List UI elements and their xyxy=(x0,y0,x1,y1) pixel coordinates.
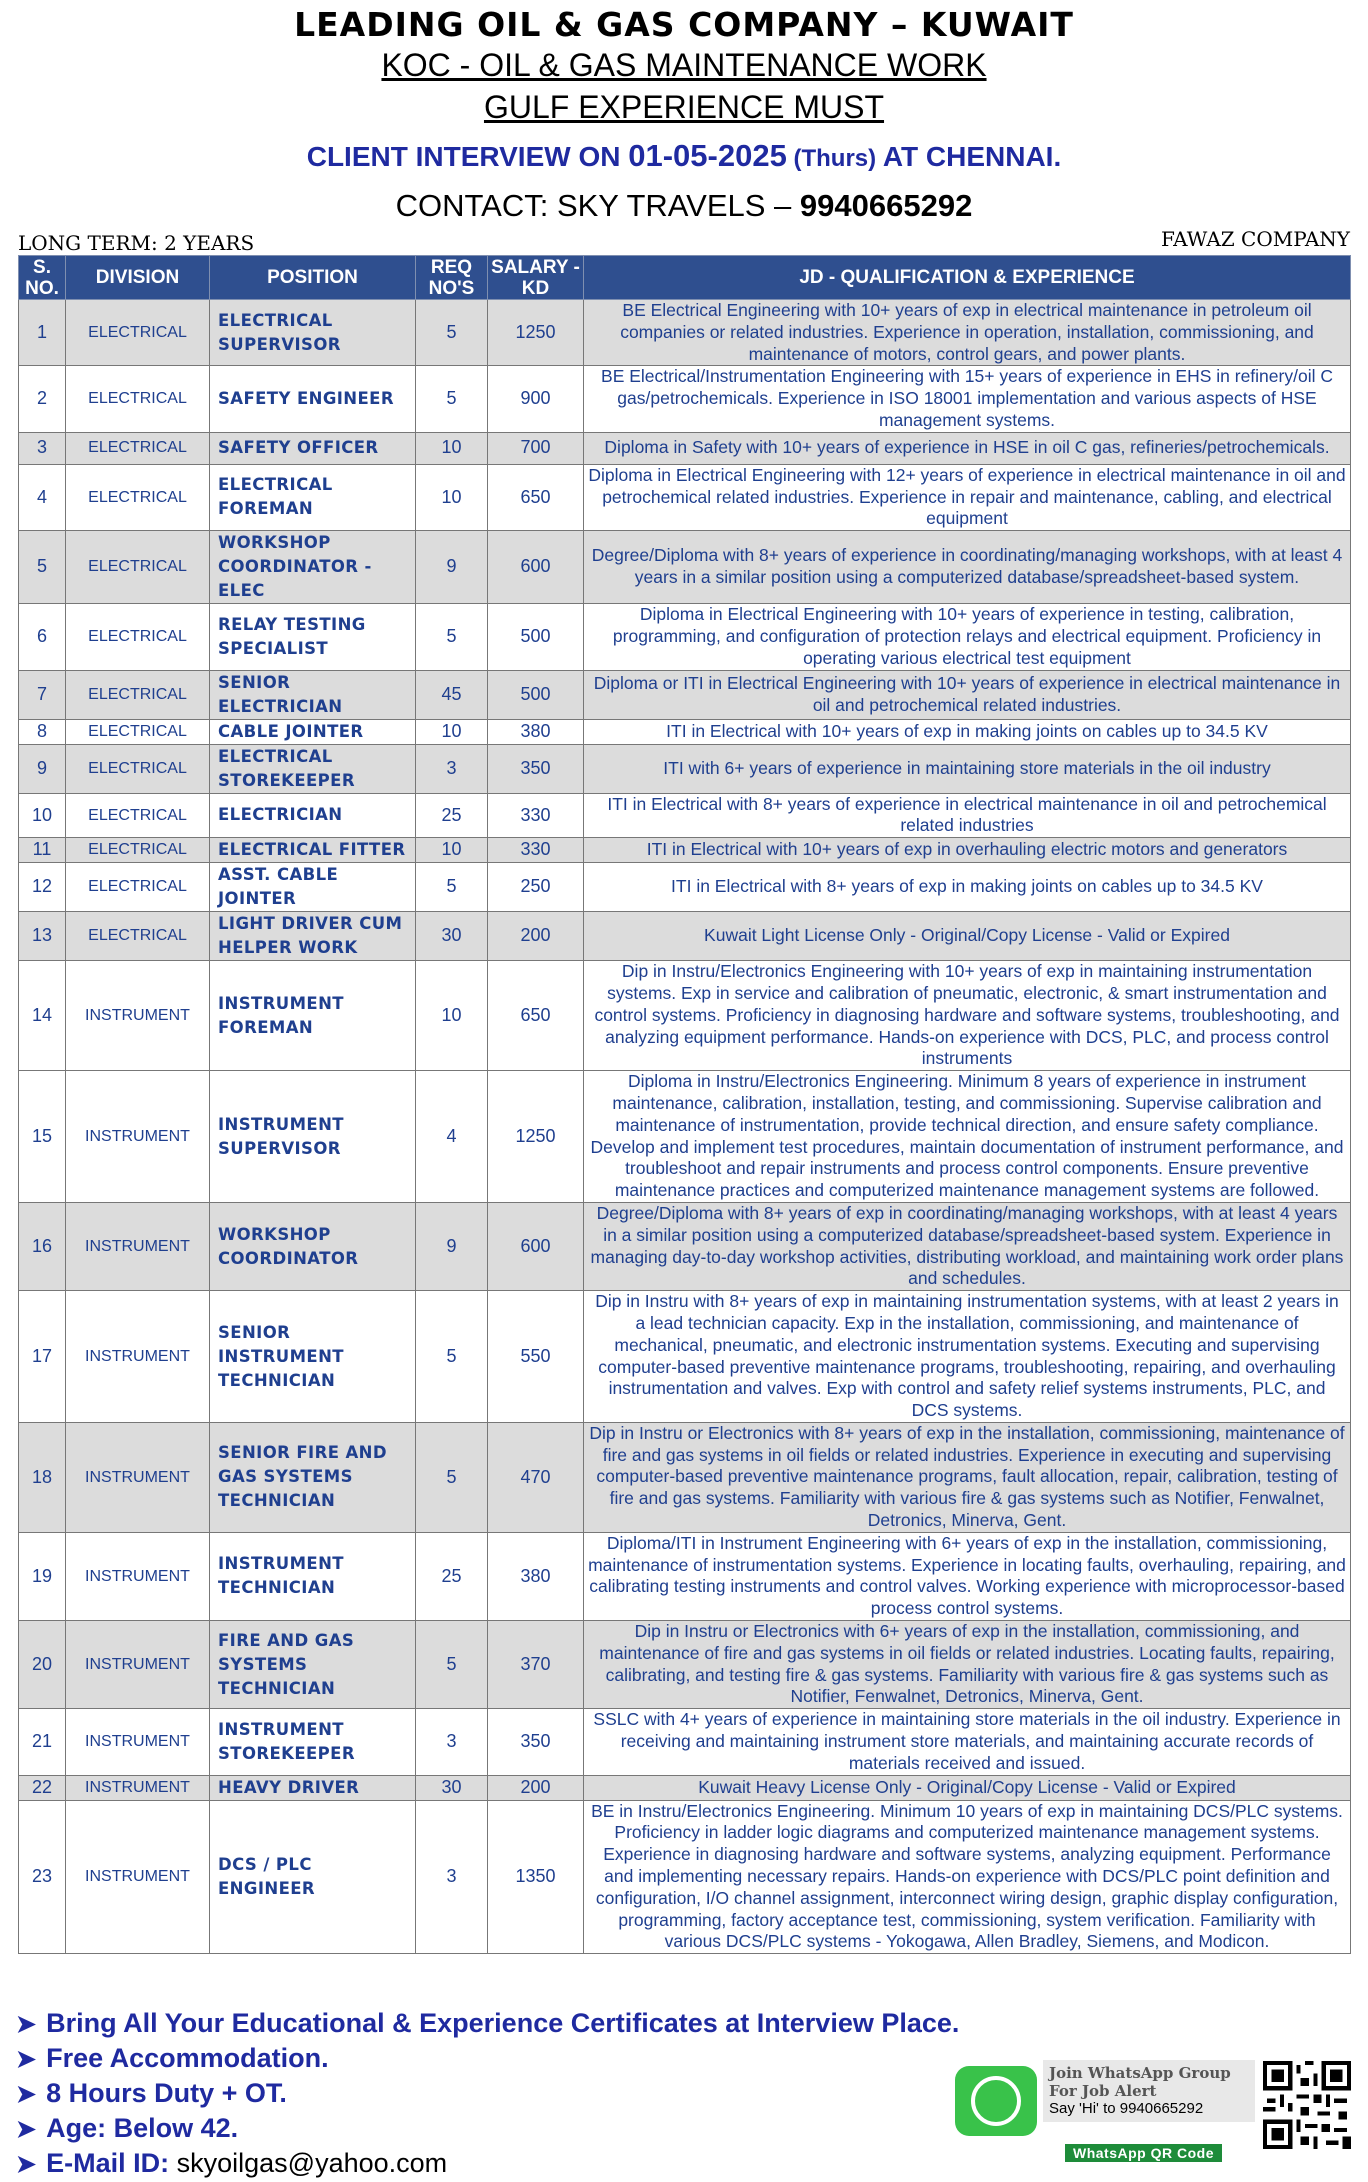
cell-sno: 9 xyxy=(19,744,66,793)
table-row xyxy=(19,961,1351,1071)
whatsapp-icon xyxy=(955,2066,1037,2136)
table-row xyxy=(19,719,1351,744)
cell-division: INSTRUMENT xyxy=(66,1775,210,1800)
cell-position: ASST. CABLE JOINTER xyxy=(210,863,416,912)
cell-jd: Dip in Instru with 8+ years of exp in maintaining instrumentation systems, with at least 2 years in a lead technician capacity. Exp in the installation, commissioning, and maintenance of mechanical, pneumatic, and electronic instrumentation systems. Executing and supervising computer-based preventive maintenance programs, troubleshooting, repairing, and overhauling instrumentation and valves. Exp with control and safety relief systems instruments, PLC, and DCS systems. xyxy=(584,1291,1351,1423)
table-row xyxy=(19,300,1351,366)
table-row xyxy=(19,1532,1351,1620)
cell-salary: 1350 xyxy=(488,1800,584,1954)
arrow-icon: ➤ xyxy=(16,2046,37,2073)
cell-salary: 200 xyxy=(488,912,584,961)
cell-position: DCS / PLC ENGINEER xyxy=(210,1800,416,1954)
cell-jd: Kuwait Light License Only - Original/Copy License - Valid or Expired xyxy=(584,912,1351,961)
cell-req: 10 xyxy=(416,719,488,744)
cell-salary: 600 xyxy=(488,531,584,604)
cell-position: SAFETY OFFICER xyxy=(210,432,416,464)
cell-position: INSTRUMENT STOREKEEPER xyxy=(210,1709,416,1775)
cell-division: ELECTRICAL xyxy=(66,744,210,793)
cell-sno: 15 xyxy=(19,1071,66,1203)
email-link[interactable]: skyoilgas@yahoo.com xyxy=(176,2148,448,2178)
cell-sno: 13 xyxy=(19,912,66,961)
cell-req: 10 xyxy=(416,464,488,530)
cell-position: SENIOR INSTRUMENT TECHNICIAN xyxy=(210,1291,416,1423)
cell-req: 10 xyxy=(416,838,488,863)
header-salary: SALARY - KD xyxy=(488,256,584,300)
cell-sno: 16 xyxy=(19,1202,66,1290)
cell-req: 9 xyxy=(416,1202,488,1290)
header-sno: S. NO. xyxy=(19,256,66,300)
cell-sno: 4 xyxy=(19,464,66,530)
cell-req: 3 xyxy=(416,1709,488,1775)
cell-jd: Diploma in Electrical Engineering with 12+ years of experience in electrical maintenance in oil and petrochemical related industries. Experience in repair and maintenance, cabling, and electrical equipment xyxy=(584,464,1351,530)
cell-req: 30 xyxy=(416,1775,488,1800)
cell-division: ELECTRICAL xyxy=(66,719,210,744)
cell-req: 5 xyxy=(416,1291,488,1423)
arrow-icon: ➤ xyxy=(16,2116,37,2143)
cell-jd: Degree/Diploma with 8+ years of exp in coordinating/managing workshops, with at least 4 years in a similar position using a computerized database/spreadsheet-based system. Experience in managing day-to-day workshop activities, distributing workload, and maintaining work order plans and schedules. xyxy=(584,1202,1351,1290)
arrow-icon: ➤ xyxy=(16,2081,37,2108)
header xyxy=(0,6,1368,229)
cell-sno: 11 xyxy=(19,838,66,863)
cell-position: WORKSHOP COORDINATOR xyxy=(210,1202,416,1290)
whatsapp-line3: Say 'Hi' to 9940665292 xyxy=(1049,2100,1204,2117)
cell-sno: 3 xyxy=(19,432,66,464)
cell-req: 25 xyxy=(416,793,488,838)
cell-division: INSTRUMENT xyxy=(66,1202,210,1290)
whatsapp-qr-label: WhatsApp QR Code xyxy=(1065,2144,1222,2162)
interview-day: (Thurs) xyxy=(786,145,877,172)
cell-sno: 14 xyxy=(19,961,66,1071)
table-header-row xyxy=(19,256,1351,300)
cell-position: ELECTRICIAN xyxy=(210,793,416,838)
cell-jd: SSLC with 4+ years of experience in maintaining store materials in the oil industry. Experience in receiving and maintaining instrument store materials, and maintaining accurate records of materials received and issued. xyxy=(584,1709,1351,1775)
footer-email: ➤ E-Mail ID: skyoilgas@yahoo.com xyxy=(16,2148,448,2178)
cell-req: 5 xyxy=(416,863,488,912)
cell-salary: 900 xyxy=(488,366,584,432)
cell-position: LIGHT DRIVER CUM HELPER WORK xyxy=(210,912,416,961)
cell-division: ELECTRICAL xyxy=(66,300,210,366)
cell-division: ELECTRICAL xyxy=(66,863,210,912)
cell-jd: BE Electrical Engineering with 10+ years of exp in electrical maintenance in petroleum oil companies or related industries. Experience in operation, installation, commissioning, and maintenance of motors, control gears, and power plants. xyxy=(584,300,1351,366)
cell-sno: 21 xyxy=(19,1709,66,1775)
cell-jd: Dip in Instru or Electronics with 6+ years of exp in the installation, commissioning, and maintenance of fire and gas systems in oil fields or related industries. Locating faults, repairing, calibrating, and testing fire & gas systems. Familiarity with various fire & gas systems such as Notifier, Fenwalnet, Detronics, Minerva, Gent. xyxy=(584,1621,1351,1709)
whatsapp-text xyxy=(1043,2060,1255,2122)
cell-division: INSTRUMENT xyxy=(66,1291,210,1423)
cell-jd: ITI in Electrical with 10+ years of exp in overhauling electric motors and generators xyxy=(584,838,1351,863)
footer-notes xyxy=(16,2006,959,2181)
cell-jd: Degree/Diploma with 8+ years of experience in coordinating/managing workshops, with at least 4 years in a similar position using a computerized database/spreadsheet-based system. xyxy=(584,531,1351,604)
cell-salary: 330 xyxy=(488,793,584,838)
table-row xyxy=(19,863,1351,912)
cell-division: INSTRUMENT xyxy=(66,1532,210,1620)
cell-salary: 250 xyxy=(488,863,584,912)
cell-position: INSTRUMENT FOREMAN xyxy=(210,961,416,1071)
cell-salary: 500 xyxy=(488,604,584,670)
cell-req: 9 xyxy=(416,531,488,604)
cell-position: SAFETY ENGINEER xyxy=(210,366,416,432)
table-row xyxy=(19,432,1351,464)
cell-division: INSTRUMENT xyxy=(66,1422,210,1532)
cell-salary: 650 xyxy=(488,961,584,1071)
cell-jd: Diploma in Instru/Electronics Engineering. Minimum 8 years of experience in instrument maintenance, calibration, installation, testing, and commissioning. Supervise calibration and maintenance of instrumentation, provide technical direction, and ensure safety compliance. Develop and implement test procedures, maintain documentation of instrument performance, and troubleshoot and repair instruments and process control components. Ensure preventive maintenance practices and computerized maintenance management systems are followed. xyxy=(584,1071,1351,1203)
experience-requirement: GULF EXPERIENCE MUST xyxy=(483,89,885,125)
cell-salary: 200 xyxy=(488,1775,584,1800)
table-row xyxy=(19,1422,1351,1532)
footer-item: ➤ Age: Below 42. xyxy=(16,2113,239,2143)
qr-code-icon[interactable] xyxy=(1263,2061,1351,2149)
page-title: LEADING OIL & GAS COMPANY – KUWAIT xyxy=(294,5,1074,44)
footer-item: ➤ 8 Hours Duty + OT. xyxy=(16,2078,287,2108)
cell-sno: 6 xyxy=(19,604,66,670)
cell-position: ELECTRICAL FITTER xyxy=(210,838,416,863)
cell-sno: 8 xyxy=(19,719,66,744)
cell-sno: 20 xyxy=(19,1621,66,1709)
cell-position: ELECTRICAL STOREKEEPER xyxy=(210,744,416,793)
cell-req: 10 xyxy=(416,961,488,1071)
cell-sno: 5 xyxy=(19,531,66,604)
cell-division: ELECTRICAL xyxy=(66,912,210,961)
cell-division: ELECTRICAL xyxy=(66,531,210,604)
arrow-icon: ➤ xyxy=(16,2011,37,2038)
cell-sno: 2 xyxy=(19,366,66,432)
cell-salary: 550 xyxy=(488,1291,584,1423)
table-row xyxy=(19,1621,1351,1709)
table-row xyxy=(19,1800,1351,1954)
cell-position: ELECTRICAL FOREMAN xyxy=(210,464,416,530)
cell-jd: Dip in Instru or Electronics with 8+ years of exp in the installation, commissioning, maintenance of fire and gas systems in oil fields or related industries. Experience in executing and supervising computer-based preventive maintenance programs, fault allocation, repair, calibration, testing of fire and gas systems. Familiarity with various fire & gas systems such as Notifier, Fenwalnet, Detronics, Minerva, Gent. xyxy=(584,1422,1351,1532)
cell-jd: BE Electrical/Instrumentation Engineering with 15+ years of experience in EHS in refinery/oil C gas/petrochemicals. Experience in ISO 18001 implementation and various aspects of HSE management systems. xyxy=(584,366,1351,432)
cell-position: INSTRUMENT TECHNICIAN xyxy=(210,1532,416,1620)
footer-item: ➤ Bring All Your Educational & Experience Certificates at Interview Place. xyxy=(16,2008,960,2038)
table-row xyxy=(19,912,1351,961)
cell-salary: 370 xyxy=(488,1621,584,1709)
table-row xyxy=(19,1291,1351,1423)
cell-position: WORKSHOP COORDINATOR - ELEC xyxy=(210,531,416,604)
cell-salary: 330 xyxy=(488,838,584,863)
cell-req: 25 xyxy=(416,1532,488,1620)
cell-sno: 19 xyxy=(19,1532,66,1620)
cell-salary: 600 xyxy=(488,1202,584,1290)
cell-position: INSTRUMENT SUPERVISOR xyxy=(210,1071,416,1203)
cell-sno: 12 xyxy=(19,863,66,912)
cell-salary: 500 xyxy=(488,670,584,719)
cell-salary: 650 xyxy=(488,464,584,530)
cell-division: ELECTRICAL xyxy=(66,464,210,530)
cell-jd: Diploma in Safety with 10+ years of experience in HSE in oil C gas, refineries/petrochemicals. xyxy=(584,432,1351,464)
cell-division: INSTRUMENT xyxy=(66,1071,210,1203)
cell-req: 45 xyxy=(416,670,488,719)
cell-jd: Diploma in Electrical Engineering with 10+ years of experience in testing, calibration, programming, and configuration of protection relays and electrical equipment. Proficiency in operating various electrical test equipment xyxy=(584,604,1351,670)
whatsapp-banner[interactable] xyxy=(955,2056,1245,2166)
cell-position: CABLE JOINTER xyxy=(210,719,416,744)
cell-jd: Kuwait Heavy License Only - Original/Copy License - Valid or Expired xyxy=(584,1775,1351,1800)
cell-jd: Diploma/ITI in Instrument Engineering with 6+ years of exp in the installation, commissioning, maintenance of instrumentation systems. Experience in locating faults, overhauling, repairing, and calibrating testing instruments and control valves. Working experience with microprocessor-based process control systems. xyxy=(584,1532,1351,1620)
cell-salary: 380 xyxy=(488,719,584,744)
table-row xyxy=(19,838,1351,863)
cell-req: 4 xyxy=(416,1071,488,1203)
cell-position: FIRE AND GAS SYSTEMS TECHNICIAN xyxy=(210,1621,416,1709)
table-row xyxy=(19,1071,1351,1203)
table-row xyxy=(19,1775,1351,1800)
cell-division: ELECTRICAL xyxy=(66,432,210,464)
table-row xyxy=(19,1709,1351,1775)
cell-jd: ITI in Electrical with 8+ years of experience in electrical maintenance in oil and petrochemical related industries xyxy=(584,793,1351,838)
footer-item: ➤ Free Accommodation. xyxy=(16,2043,329,2073)
cell-division: ELECTRICAL xyxy=(66,604,210,670)
subheader-row xyxy=(18,229,1350,255)
contact-phone[interactable]: 9940665292 xyxy=(799,188,973,223)
cell-salary: 700 xyxy=(488,432,584,464)
whatsapp-line2: For Job Alert xyxy=(1049,2082,1157,2100)
cell-jd: ITI in Electrical with 8+ years of exp in making joints on cables up to 34.5 KV xyxy=(584,863,1351,912)
interview-date: 01-05-2025 xyxy=(628,138,787,173)
cell-salary: 470 xyxy=(488,1422,584,1532)
cell-salary: 380 xyxy=(488,1532,584,1620)
cell-salary: 350 xyxy=(488,1709,584,1775)
cell-position: SENIOR FIRE AND GAS SYSTEMS TECHNICIAN xyxy=(210,1422,416,1532)
contact-prefix: CONTACT: SKY TRAVELS – xyxy=(395,188,800,223)
company-label: FAWAZ COMPANY xyxy=(1161,227,1350,251)
page-subtitle: KOC - OIL & GAS MAINTENANCE WORK xyxy=(381,47,987,83)
cell-salary: 350 xyxy=(488,744,584,793)
cell-position: HEAVY DRIVER xyxy=(210,1775,416,1800)
cell-division: INSTRUMENT xyxy=(66,1800,210,1954)
table-row xyxy=(19,366,1351,432)
cell-jd: Dip in Instru/Electronics Engineering with 10+ years of exp in maintaining instrumentation systems. Exp in service and calibration of pneumatic, electronic, & smart instrumentation and control systems. Proficiency in diagnosing hardware and software systems, troubleshooting, and analyzing equipment performance. Hands-on experience with DCS, PLC, and process control instruments xyxy=(584,961,1351,1071)
cell-sno: 23 xyxy=(19,1800,66,1954)
cell-req: 10 xyxy=(416,432,488,464)
cell-req: 5 xyxy=(416,1422,488,1532)
arrow-icon: ➤ xyxy=(16,2151,37,2178)
table-row xyxy=(19,464,1351,530)
header-position: POSITION xyxy=(210,256,416,300)
cell-division: ELECTRICAL xyxy=(66,838,210,863)
cell-jd: BE in Instru/Electronics Engineering. Minimum 10 years of exp in maintaining DCS/PLC systems. Proficiency in ladder logic diagrams and computerized maintenance management systems. Experience in diagnosing hardware and software systems, analyzing equipment. Performance and implementing necessary repairs. Hands-on experience with DCS/PLC point definition and configuration, I/O channel assignment, interconnect wiring design, graphic display configuration, programming, factory acceptance test, commissioning, system verification. Familiarity with various DCS/PLC systems - Yokogawa, Allen Bradley, Siemens, and Modicon. xyxy=(584,1800,1351,1954)
cell-salary: 1250 xyxy=(488,1071,584,1203)
cell-sno: 10 xyxy=(19,793,66,838)
cell-position: ELECTRICAL SUPERVISOR xyxy=(210,300,416,366)
cell-salary: 1250 xyxy=(488,300,584,366)
cell-sno: 7 xyxy=(19,670,66,719)
header-division: DIVISION xyxy=(66,256,210,300)
interview-prefix: CLIENT INTERVIEW ON xyxy=(306,141,629,172)
cell-req: 3 xyxy=(416,1800,488,1954)
cell-division: ELECTRICAL xyxy=(66,366,210,432)
interview-line xyxy=(0,132,1368,183)
header-jd: JD - QUALIFICATION & EXPERIENCE xyxy=(584,256,1351,300)
cell-jd: Diploma or ITI in Electrical Engineering with 10+ years of experience in electrical maintenance in oil and petrochemical related industries. xyxy=(584,670,1351,719)
table-row xyxy=(19,744,1351,793)
cell-sno: 17 xyxy=(19,1291,66,1423)
cell-req: 5 xyxy=(416,300,488,366)
contact-line xyxy=(0,183,1368,229)
cell-division: ELECTRICAL xyxy=(66,670,210,719)
cell-position: SENIOR ELECTRICIAN xyxy=(210,670,416,719)
cell-division: INSTRUMENT xyxy=(66,961,210,1071)
cell-req: 3 xyxy=(416,744,488,793)
jobs-table xyxy=(18,255,1351,1954)
cell-req: 5 xyxy=(416,1621,488,1709)
cell-sno: 22 xyxy=(19,1775,66,1800)
interview-suffix: AT CHENNAI. xyxy=(876,141,1062,172)
long-term-label: LONG TERM: 2 YEARS xyxy=(18,231,255,255)
cell-jd: ITI in Electrical with 10+ years of exp in making joints on cables up to 34.5 KV xyxy=(584,719,1351,744)
cell-sno: 18 xyxy=(19,1422,66,1532)
whatsapp-line1: Join WhatsApp Group xyxy=(1049,2064,1231,2082)
cell-division: INSTRUMENT xyxy=(66,1621,210,1709)
cell-req: 30 xyxy=(416,912,488,961)
table-row xyxy=(19,604,1351,670)
cell-division: ELECTRICAL xyxy=(66,793,210,838)
table-row xyxy=(19,1202,1351,1290)
cell-jd: ITI with 6+ years of experience in maintaining store materials in the oil industry xyxy=(584,744,1351,793)
cell-req: 5 xyxy=(416,604,488,670)
cell-position: RELAY TESTING SPECIALIST xyxy=(210,604,416,670)
cell-sno: 1 xyxy=(19,300,66,366)
table-row xyxy=(19,531,1351,604)
cell-req: 5 xyxy=(416,366,488,432)
table-row xyxy=(19,793,1351,838)
cell-division: INSTRUMENT xyxy=(66,1709,210,1775)
table-row xyxy=(19,670,1351,719)
header-req: REQ NO'S xyxy=(416,256,488,300)
